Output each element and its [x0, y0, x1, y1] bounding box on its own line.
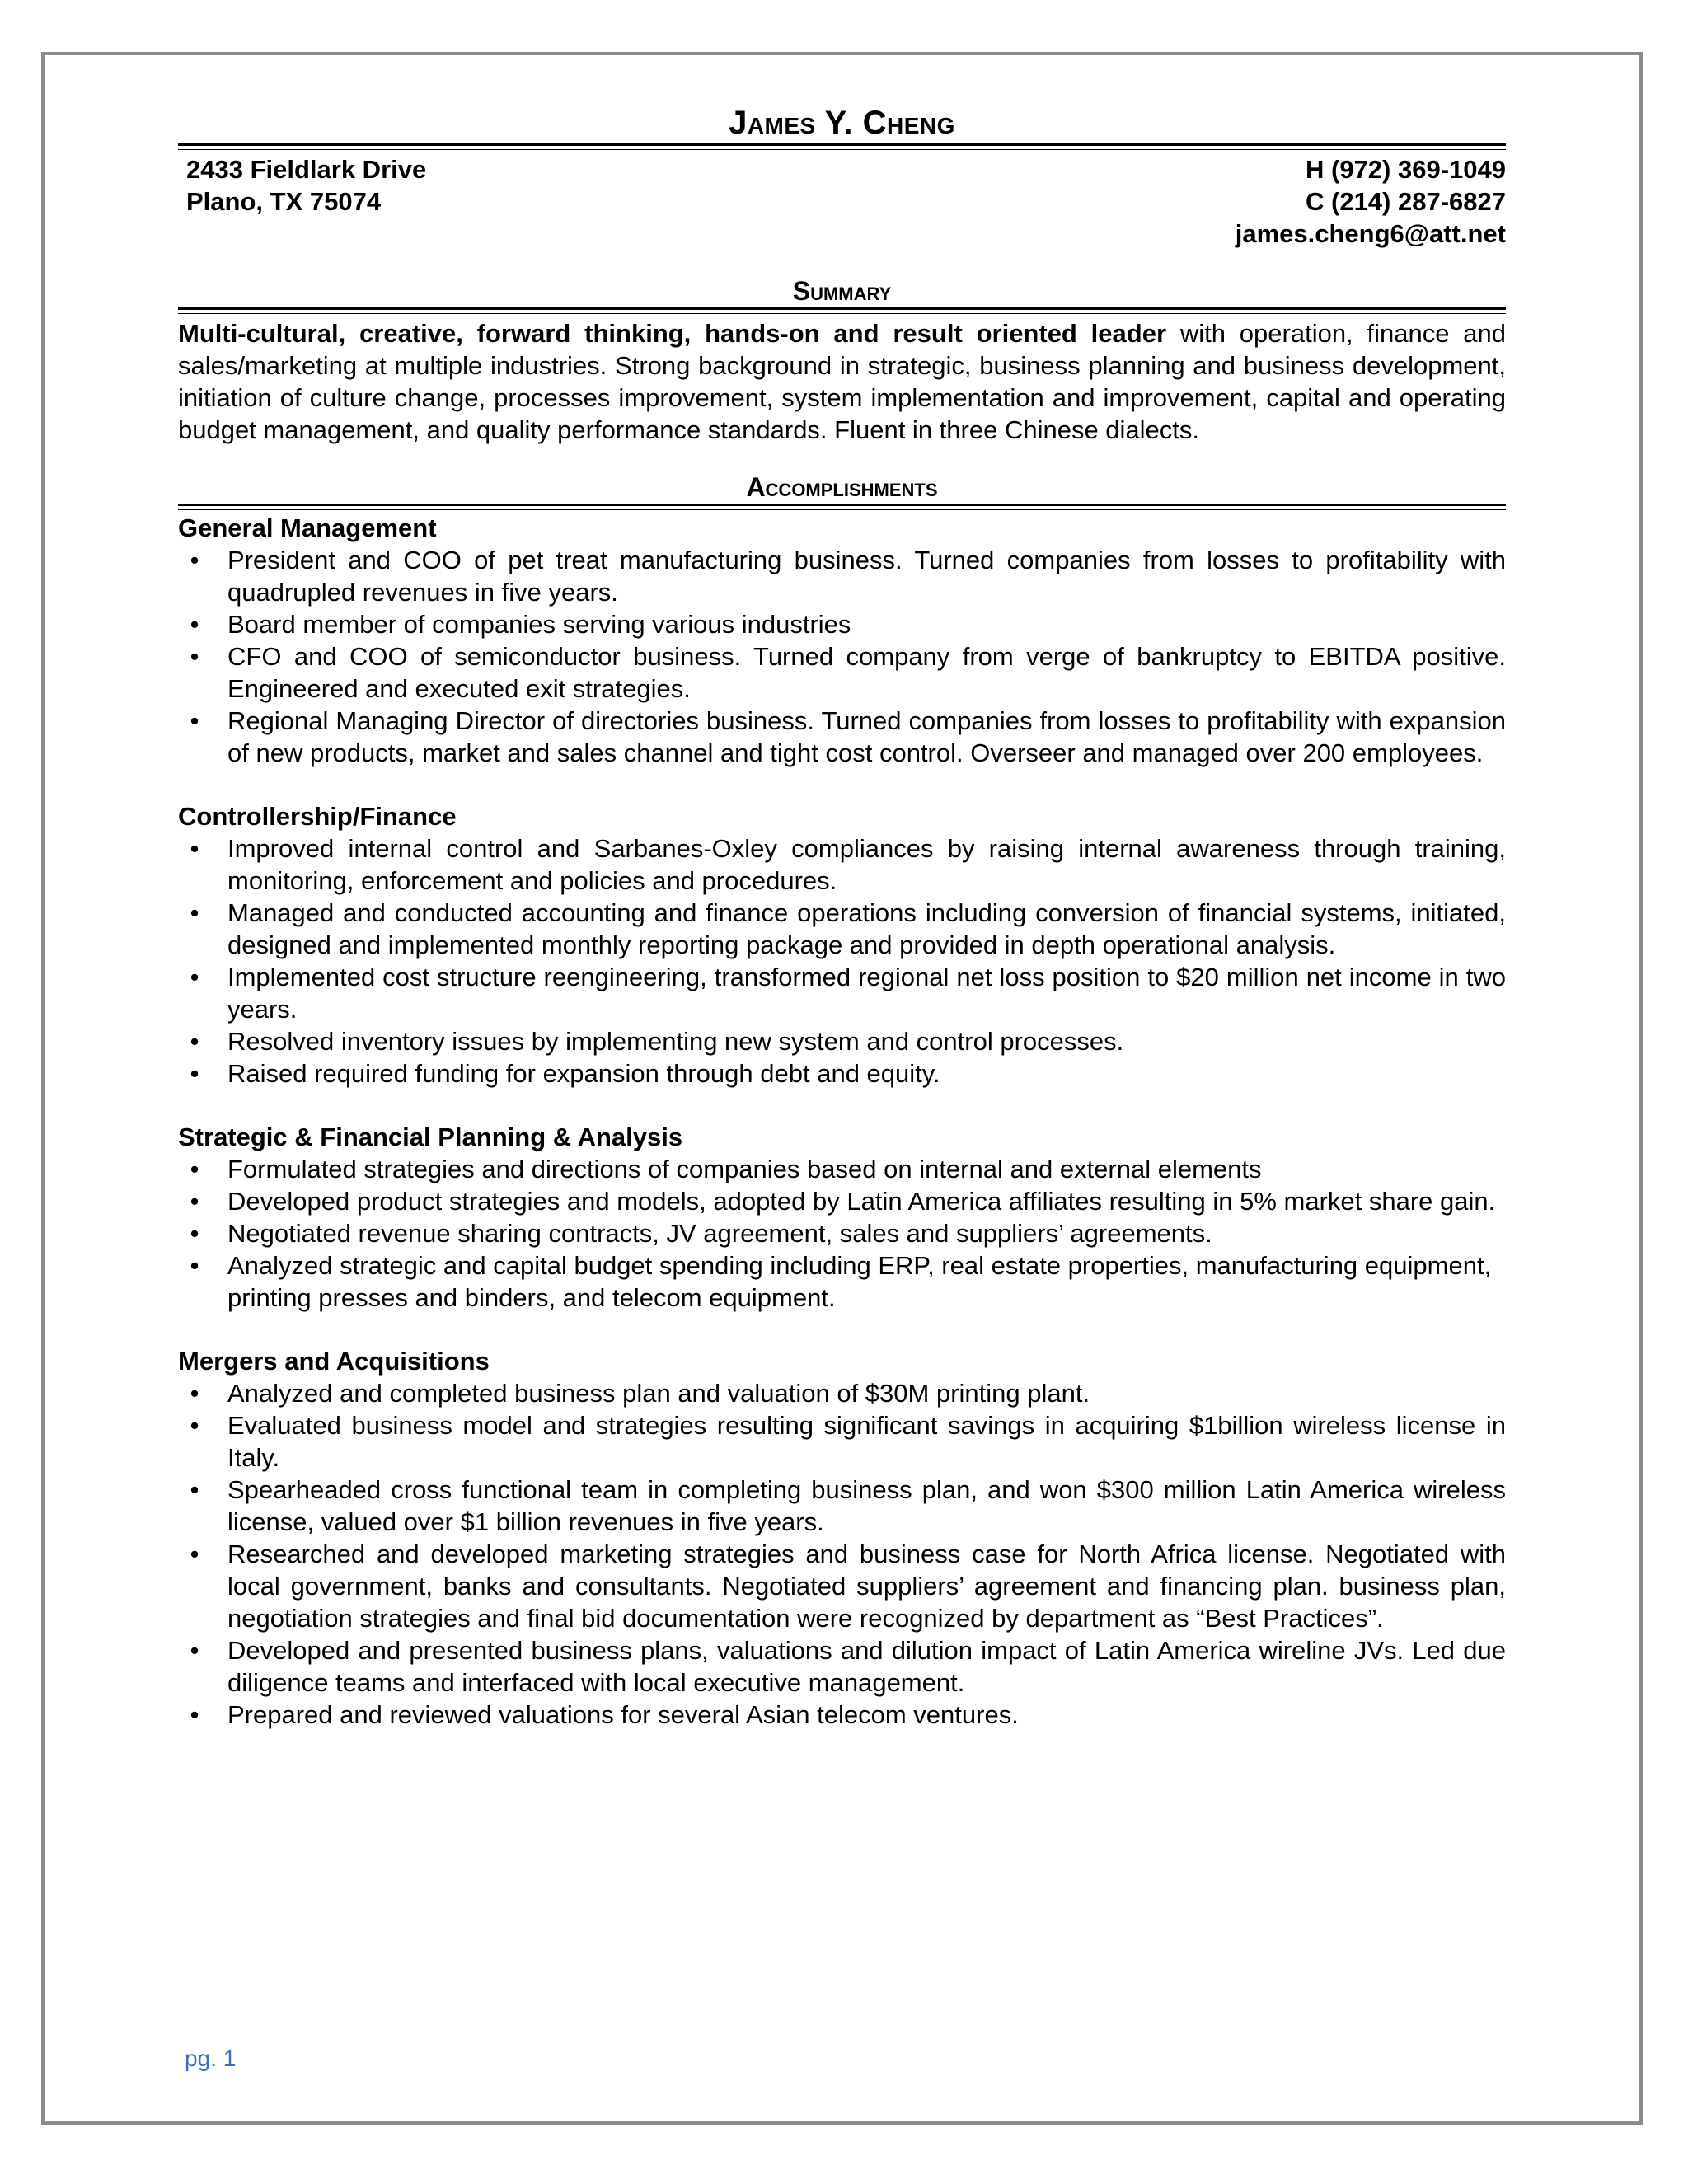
- list-item: • Implemented cost structure reengineering, transformed regional net loss position to $20 million net income in two years.: [178, 961, 1506, 1025]
- bullet-icon: •: [190, 1700, 199, 1729]
- list-item: • Negotiated revenue sharing contracts, JV agreement, sales and suppliers’ agreements.: [178, 1217, 1506, 1249]
- list-item: • Resolved inventory issues by implementing new system and control processes.: [178, 1025, 1506, 1057]
- bullet-icon: •: [190, 963, 199, 991]
- list-item: • Improved internal control and Sarbanes-Oxley compliances by raising internal awareness through training, monitoring, enforcement and policies and procedures.: [178, 832, 1506, 897]
- bullet-icon: •: [190, 1187, 199, 1216]
- list-item: • Analyzed and completed business plan and valuation of $30M printing plant.: [178, 1377, 1506, 1409]
- bullet-icon: •: [190, 1475, 199, 1504]
- list-item: • Managed and conducted accounting and finance operations including conversion of financial systems, initiated, designed and implemented monthly reporting package and provided in depth operational analysis.: [178, 897, 1506, 961]
- accomplishments-title: Accomplishments: [746, 472, 938, 502]
- address-line-2: Plano, TX 75074: [186, 187, 382, 216]
- cell-phone: C (214) 287-6827: [1306, 187, 1506, 216]
- bullet-icon: •: [190, 546, 199, 574]
- subsection-heading: Controllership/Finance: [178, 802, 457, 831]
- summary-text: with operation, finance and sales/marketing at multiple industries. Strong background in strategic, business planning and business development, initiation of culture change, processes improvement, system implementation and improvement, capital and operating budget management, and quality performance standards. Fluent in three Chinese dialects.: [178, 319, 1506, 444]
- page-number: pg. 1: [185, 2046, 237, 2071]
- list-item: • Raised required funding for expansion through debt and equity.: [178, 1057, 1506, 1090]
- list-item: • Developed product strategies and models, adopted by Latin America affiliates resulting in 5% market share gain.: [178, 1185, 1506, 1217]
- bullet-icon: •: [190, 642, 199, 671]
- candidate-name: James Y. Cheng: [729, 105, 955, 141]
- bullet-icon: •: [190, 1155, 199, 1183]
- bullet-list: [178, 1377, 1506, 1731]
- subsection-heading: Mergers and Acquisitions: [178, 1347, 490, 1376]
- address: [186, 153, 426, 250]
- list-item: • Evaluated business model and strategies resulting significant savings in acquiring $1billion wireless license in Italy.: [178, 1409, 1506, 1474]
- list-item: • Formulated strategies and directions of companies based on internal and external elements: [178, 1153, 1506, 1185]
- bullet-icon: •: [190, 1540, 199, 1568]
- bullet-icon: •: [190, 1636, 199, 1665]
- address-line-1: 2433 Fieldlark Drive: [186, 155, 427, 184]
- resume-content: [178, 102, 1506, 1731]
- bullet-list: [178, 832, 1506, 1090]
- accomplishments-divider: [178, 504, 1506, 510]
- list-item: • Analyzed strategic and capital budget spending including ERP, real estate properties, manufacturing equipment, printing presses and binders, and telecom equipment.: [178, 1249, 1506, 1314]
- bullet-icon: •: [190, 1027, 199, 1056]
- bullet-icon: •: [190, 610, 199, 639]
- list-item: • Prepared and reviewed valuations for several Asian telecom ventures.: [178, 1699, 1506, 1731]
- summary-lead: Multi-cultural, creative, forward thinking, hands-on and result oriented leader: [178, 319, 1167, 348]
- email: james.cheng6@att.net: [1235, 219, 1506, 248]
- home-phone: H (972) 369-1049: [1306, 155, 1506, 184]
- summary-title: Summary: [792, 276, 892, 306]
- bullet-icon: •: [190, 706, 199, 735]
- bullet-icon: •: [190, 898, 199, 927]
- bullet-icon: •: [190, 1411, 199, 1440]
- list-item: • President and COO of pet treat manufacturing business. Turned companies from losses to profitability with quadrupled revenues in five years.: [178, 544, 1506, 608]
- bullet-icon: •: [190, 1251, 199, 1280]
- subsection-heading: Strategic & Financial Planning & Analysis: [178, 1122, 683, 1151]
- header-divider: [178, 143, 1506, 150]
- list-item: • Researched and developed marketing strategies and business case for North Africa license. Negotiated with local government, banks and consultants. Negotiated suppliers’ agreement and financing plan. business plan, negotiation strategies and final bid documentation were recognized by department as “Best Practices”.: [178, 1538, 1506, 1634]
- contact-details: [1236, 153, 1506, 250]
- summary-paragraph: [178, 317, 1506, 446]
- list-item: • CFO and COO of semiconductor business. Turned company from verge of bankruptcy to EBITDA positive. Engineered and executed exit strategies.: [178, 640, 1506, 705]
- bullet-icon: •: [190, 1379, 199, 1408]
- list-item: • Regional Managing Director of directories business. Turned companies from losses to profitability with expansion of new products, market and sales channel and tight cost control. Overseer and managed over 200 employees.: [178, 705, 1506, 769]
- bullet-icon: •: [190, 834, 199, 863]
- list-item: • Developed and presented business plans, valuations and dilution impact of Latin America wireline JVs. Led due diligence teams and interfaced with local executive management.: [178, 1634, 1506, 1699]
- bullet-icon: •: [190, 1059, 199, 1088]
- bullet-icon: •: [190, 1219, 199, 1248]
- list-item: • Spearheaded cross functional team in completing business plan, and won $300 million Latin America wireless license, valued over $1 billion revenues in five years.: [178, 1474, 1506, 1538]
- subsection-heading: General Management: [178, 513, 437, 542]
- bullet-list: [178, 544, 1506, 769]
- list-item: • Board member of companies serving various industries: [178, 608, 1506, 640]
- summary-divider: [178, 307, 1506, 314]
- bullet-list: [178, 1153, 1506, 1314]
- contact-block: [178, 153, 1506, 250]
